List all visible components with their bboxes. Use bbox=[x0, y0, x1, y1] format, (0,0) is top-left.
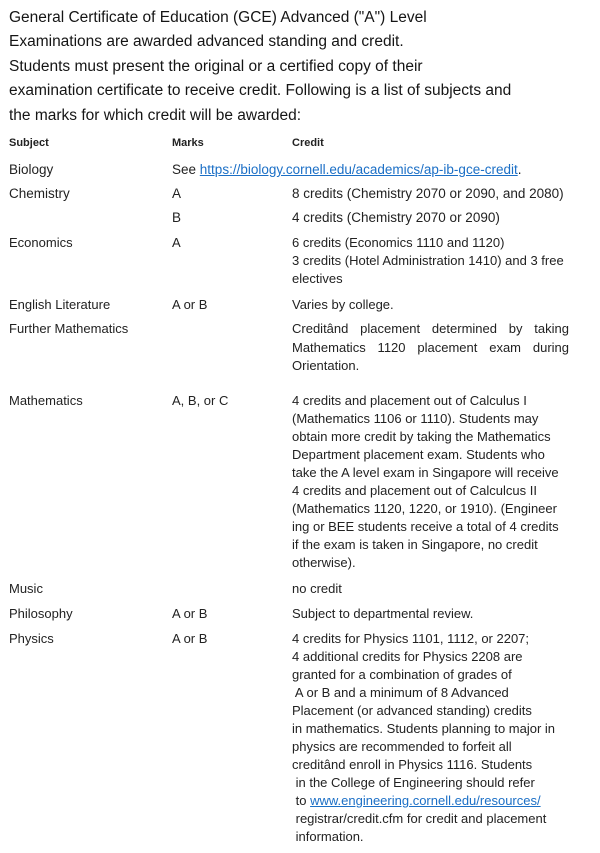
physics-credit-link-line bbox=[292, 792, 541, 810]
chemistry-marks-a: A bbox=[172, 186, 182, 201]
mathematics-marks: A, B, or C bbox=[172, 393, 229, 408]
chemistry-credit-b: 4 credits (Chemistry 2070 or 2090) bbox=[292, 210, 500, 225]
economics-credit-line: 6 credits (Economics 1110 and 1120) bbox=[292, 235, 505, 250]
biology-see: See bbox=[172, 162, 197, 177]
music-credit: no credit bbox=[292, 581, 342, 596]
intro-line: examination certificate to receive credit. Following is a list of subjects and bbox=[9, 82, 512, 100]
physics-credit-line: 4 credits for Physics 1101, 1112, or 2207; bbox=[292, 631, 530, 646]
physics-credit-line: creditând enroll in Physics 1116. Students bbox=[292, 757, 533, 772]
header-credit: Credit bbox=[292, 137, 324, 149]
further-math-credit-line: Creditând placement determined by taking bbox=[292, 321, 569, 336]
intro-line: the marks for which credit will be awarded: bbox=[9, 106, 302, 124]
intro-paragraph bbox=[9, 6, 594, 128]
english-marks: A or B bbox=[172, 297, 208, 312]
mathematics-credit-line: (Mathematics 1106 or 1110). Students may bbox=[292, 411, 539, 426]
further-math-credit-line: Orientation. bbox=[292, 358, 360, 373]
subject-physics: Physics bbox=[9, 631, 54, 646]
physics-credit-line: physics are recommended to forfeit all bbox=[292, 739, 512, 754]
subject-chemistry: Chemistry bbox=[9, 186, 70, 201]
mathematics-credit-line: (Mathematics 1120, 1220, or 1910). (Engineer bbox=[292, 501, 557, 516]
subject-mathematics: Mathematics bbox=[9, 393, 83, 408]
mathematics-credit-line: if the exam is taken in Singapore, no credit bbox=[292, 537, 538, 552]
mathematics-credit-line: 4 credits and placement out of Calculus I bbox=[292, 393, 527, 408]
physics-credit-line: information. bbox=[292, 829, 364, 844]
biology-credit-link[interactable]: https://biology.cornell.edu/academics/ap-ib-gce-credit bbox=[199, 162, 518, 177]
intro-line: Students must present the original or a certified copy of their bbox=[9, 57, 423, 75]
physics-credit-line: A or B and a minimum of 8 Advanced bbox=[292, 685, 509, 700]
mathematics-credit-line: Department placement exam. Students who bbox=[292, 447, 545, 462]
subject-philosophy: Philosophy bbox=[9, 606, 73, 621]
mathematics-credit-line: obtain more credit by taking the Mathematics bbox=[292, 429, 551, 444]
physics-credit-line: Placement (or advanced standing) credits bbox=[292, 703, 532, 718]
header-subject: Subject bbox=[9, 137, 49, 149]
mathematics-credit-line: ing or BEE students receive a total of 4 credits bbox=[292, 519, 559, 534]
mathematics-credit-line: take the A level exam in Singapore will receive bbox=[292, 465, 559, 480]
physics-to: to bbox=[292, 793, 311, 808]
biology-period: . bbox=[517, 162, 522, 177]
physics-credit-line: in the College of Engineering should refer bbox=[292, 775, 535, 790]
philosophy-credit: Subject to departmental review. bbox=[292, 606, 474, 621]
mathematics-credit-line: otherwise). bbox=[292, 555, 356, 570]
physics-credit-line: in mathematics. Students planning to major in bbox=[292, 721, 556, 736]
chemistry-marks-b: B bbox=[172, 210, 182, 225]
economics-credit-line: electives bbox=[292, 271, 343, 286]
chemistry-credit-a: 8 credits (Chemistry 2070 or 2090, and 2080) bbox=[292, 186, 564, 201]
header-marks: Marks bbox=[172, 137, 204, 149]
subject-economics: Economics bbox=[9, 235, 73, 250]
engineering-credit-link[interactable]: www.engineering.cornell.edu/resources/ bbox=[310, 793, 541, 808]
economics-credit-line: 3 credits (Hotel Administration 1410) and 3 free bbox=[292, 253, 564, 268]
biology-credit bbox=[172, 161, 521, 179]
intro-line: Examinations are awarded advanced standing and credit. bbox=[9, 33, 404, 51]
subject-biology: Biology bbox=[9, 162, 54, 177]
philosophy-marks: A or B bbox=[172, 606, 208, 621]
physics-credit-line: registrar/credit.cfm for credit and placement bbox=[292, 811, 547, 826]
mathematics-credit-line: 4 credits and placement out of Calculcus II bbox=[292, 483, 537, 498]
economics-marks: A bbox=[172, 235, 181, 250]
english-credit: Varies by college. bbox=[292, 297, 394, 312]
subject-english-literature: English Literature bbox=[9, 297, 111, 312]
further-math-credit-line: Mathematics 1120 placement exam during bbox=[292, 340, 569, 355]
subject-music: Music bbox=[9, 581, 43, 596]
physics-credit-line: 4 additional credits for Physics 2208 are bbox=[292, 649, 523, 664]
physics-marks: A or B bbox=[172, 631, 208, 646]
physics-credit-line: granted for a combination of grades of bbox=[292, 667, 512, 682]
intro-line: General Certificate of Education (GCE) Advanced ("A") Level bbox=[9, 9, 427, 26]
subject-further-mathematics: Further Mathematics bbox=[9, 321, 129, 336]
